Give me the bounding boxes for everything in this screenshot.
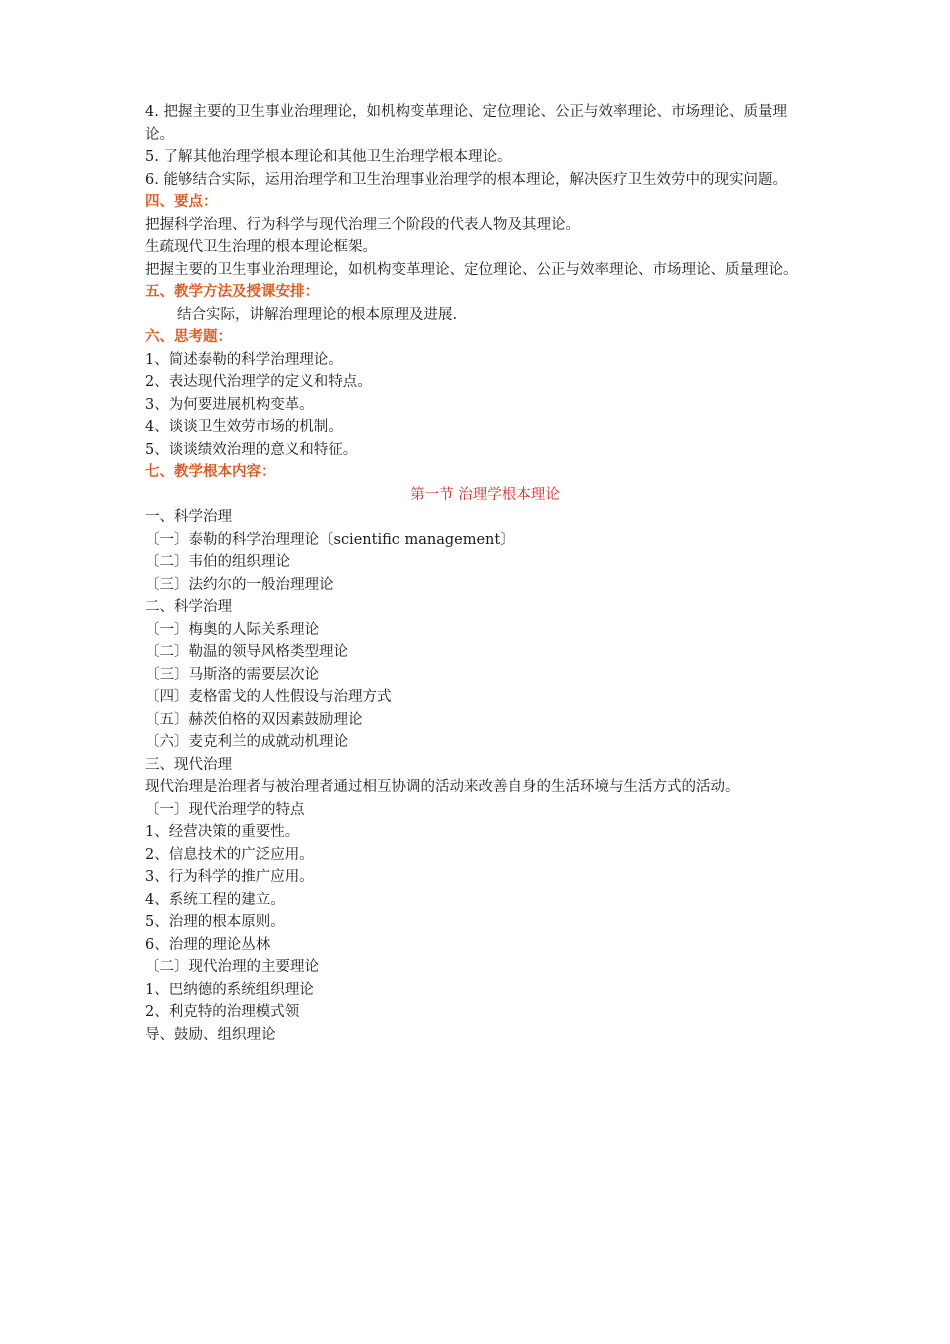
content-line: 5、治理的根本原则。 <box>145 914 285 930</box>
section-7-heading: 七、教学根本内容： <box>145 464 276 480</box>
content-line: 2、信息技术的广泛应用。 <box>145 846 314 863</box>
section-title: 第一节 治理学根本理论 <box>410 486 560 503</box>
question-5: 5、谈谈绩效治理的意义和特征。 <box>145 441 358 458</box>
content-line: 〔二〕现代治理的主要理论 <box>145 959 319 975</box>
key-point-2: 生疏现代卫生治理的根本理论框架。 <box>145 239 377 255</box>
objective-4: 4. 把握主要的卫生事业治理理论，如机构变革理论、定位理论、公正与效率理论、市场理论、质量理论。 <box>145 104 787 143</box>
objective-6: 6. 能够结合实际，运用治理学和卫生治理事业治理学的根本理论，解决医疗卫生效劳中的现实问题。 <box>145 171 787 188</box>
content-line: 1、经营决策的重要性。 <box>145 824 300 840</box>
section-6-heading: 六、思考题： <box>145 329 232 345</box>
content-line: 一、科学治理 <box>145 509 232 525</box>
content-line: 〔三〕法约尔的一般治理理论 <box>145 576 334 593</box>
content-line: 〔一〕现代治理学的特点 <box>145 801 305 818</box>
content-line: 〔四〕麦格雷戈的人性假设与治理方式 <box>145 689 392 705</box>
content-line: 2、利克特的治理模式领 <box>145 1004 300 1020</box>
content-line: 〔二〕勒温的领导风格类型理论 <box>145 644 348 660</box>
question-1: 1、简述泰勒的科学治理理论。 <box>145 351 343 368</box>
key-point-1: 把握科学治理、行为科学与现代治理三个阶段的代表人物及其理论。 <box>145 216 580 233</box>
content-line: 1、巴纳德的系统组织理论 <box>145 981 314 998</box>
section-5-heading: 五、教学方法及授课安排： <box>145 284 319 300</box>
document-page <box>145 101 805 1046</box>
key-point-3: 把握主要的卫生事业治理理论，如机构变革理论、定位理论、公正与效率理论、市场理论、质量理论。 <box>145 261 798 278</box>
content-line: 6、治理的理论丛林 <box>145 936 271 953</box>
content-line: 〔三〕马斯洛的需要层次论 <box>145 666 319 683</box>
content-line: 导、鼓励、组织理论 <box>145 1026 276 1043</box>
objective-5: 5. 了解其他治理学根本理论和其他卫生治理学根本理论。 <box>145 149 512 165</box>
question-4: 4、谈谈卫生效劳市场的机制。 <box>145 419 343 435</box>
content-line: 〔一〕泰勒的科学治理理论〔scientific management〕 <box>145 531 515 548</box>
content-paragraph: 现代治理是治理者与被治理者通过相互协调的活动来改善自身的生活环境与生活方式的活动。 <box>145 779 740 795</box>
content-line: 〔六〕麦克利兰的成就动机理论 <box>145 734 348 750</box>
content-line: 4、系统工程的建立。 <box>145 891 285 908</box>
content-line: 二、科学治理 <box>145 599 232 615</box>
content-line: 3、行为科学的推广应用。 <box>145 869 314 885</box>
section-4-heading: 四、要点： <box>145 194 218 210</box>
content-line: 三、现代治理 <box>145 756 232 773</box>
teaching-method-text: 结合实际，讲解治理理论的根本原理及进展. <box>177 306 458 323</box>
content-line: 〔五〕赫茨伯格的双因素鼓励理论 <box>145 711 363 728</box>
question-3: 3、为何要进展机构变革。 <box>145 396 314 413</box>
content-line: 〔一〕梅奥的人际关系理论 <box>145 621 319 638</box>
question-2: 2、表达现代治理学的定义和特点。 <box>145 374 372 390</box>
content-line: 〔二〕韦伯的组织理论 <box>145 554 290 570</box>
